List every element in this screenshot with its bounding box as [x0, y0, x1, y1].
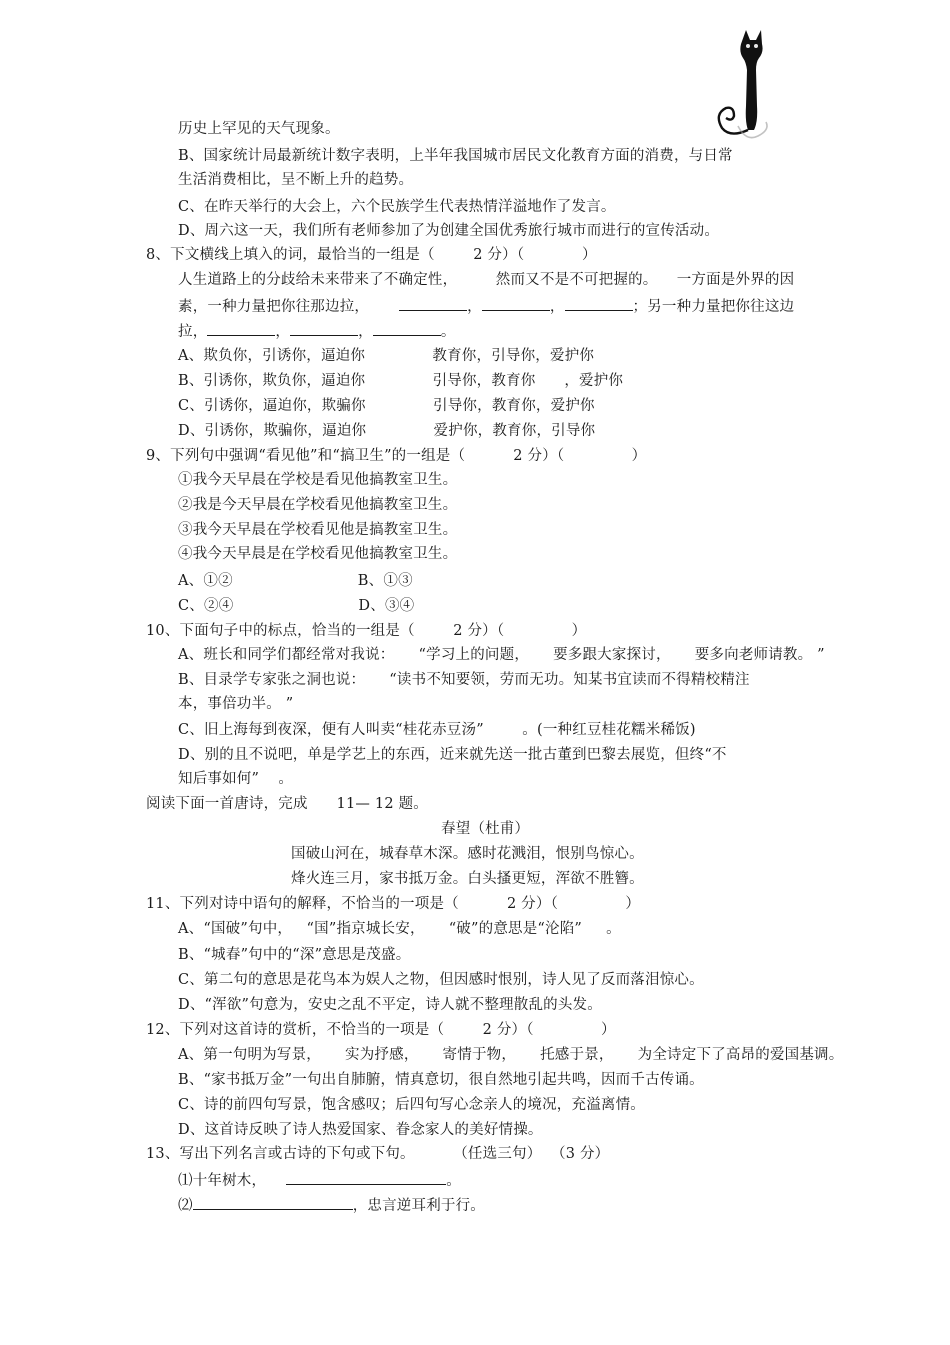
black-cat-icon [712, 26, 784, 148]
option-d: D、“浑欲”句意为，安史之乱不平定，诗人就不整理散乱的头发。 [178, 997, 602, 1013]
question-11: 11、下列对诗中语句的解释，不恰当的一项是（ 2 分）（ ） [146, 896, 641, 912]
reading-instruction: 阅读下面一首唐诗，完成 11— 12 题。 [146, 796, 428, 812]
question-8: 8、下文横线上填入的词，最恰当的一组是（ 2 分）（ ） [146, 247, 597, 263]
option-c: C、引诱你，逼迫你，欺骗你 引导你，教育你，爱护你 [178, 398, 595, 414]
poem-title: 春望（杜甫） [441, 821, 530, 837]
question-10: 10、下面句子中的标点，恰当的一组是（ 2 分）（ ） [146, 623, 587, 639]
answer-blank[interactable] [193, 1195, 353, 1210]
answer-blank[interactable] [373, 321, 441, 336]
poem-line: 烽火连三月，家书抵万金。白头搔更短，浑欲不胜簪。 [291, 871, 644, 887]
answer-blank[interactable] [290, 321, 358, 336]
fill-line: ⑴十年树木， 。 [178, 1170, 461, 1190]
line: 知后事如何” 。 [178, 771, 294, 787]
option-b: B、目录学专家张之洞也说： “读书不知要领，劳而无功。知某书宜读而不得精校精注 [178, 672, 750, 688]
question-13: 13、写出下列名言或古诗的下句或下句。 （任选三句） （3 分） [146, 1146, 610, 1162]
question-9: 9、下列句中强调“看见他”和“搞卫生”的一组是（ 2 分）（ ） [146, 448, 647, 464]
option-c: C、诗的前四句写景，饱含感叹；后四句写心念亲人的境况，充溢离情。 [178, 1097, 645, 1113]
option-b: B、国家统计局最新统计数字表明，上半年我国城市居民文化教育方面的消费，与日常 [178, 148, 733, 164]
answer-blank[interactable] [565, 296, 633, 311]
option-d: D、这首诗反映了诗人热爱国家、眷念家人的美好情操。 [178, 1122, 543, 1138]
option-d: D、引诱你，欺骗你，逼迫你 爱护你，教育你，引导你 [178, 423, 596, 439]
poem-line: 国破山河在，城春草木深。感时花溅泪，恨别鸟惊心。 [291, 846, 644, 862]
option-b: B、“城春”句中的“深”意思是茂盛。 [178, 947, 411, 963]
passage-line: 人生道路上的分歧给未来带来了不确定性， 然而又不是不可把握的。 一方面是外界的因 [178, 272, 795, 288]
option-c: C、第二句的意思是花鸟本为娱人之物，但因感时恨别，诗人见了反而落泪惊心。 [178, 972, 704, 988]
option-a: A、“国破”句中， “国”指京城长安， “破”的意思是“沦陷” 。 [178, 921, 621, 937]
sentence: ④我今天早晨是在学校看见他搞教室卫生。 [178, 546, 458, 562]
option-b: B、引诱你，欺负你，逼迫你 引导你，教育你 ，爱护你 [178, 373, 624, 389]
answer-blank[interactable] [286, 1170, 446, 1185]
passage-line: 拉， ， ， 。 [178, 321, 456, 341]
option-a: A、欺负你，引诱你，逼迫你 教育你，引导你，爱护你 [178, 348, 595, 364]
option-a: A、第一句明为写景， 实为抒感， 寄情于物， 托感于景， 为全诗定下了高昂的爱国基调。 [178, 1047, 844, 1063]
question-12: 12、下列对这首诗的赏析，不恰当的一项是（ 2 分）（ ） [146, 1022, 616, 1038]
answer-blank[interactable] [207, 321, 275, 336]
sentence: ③我今天早晨在学校看见他是搞教室卫生。 [178, 522, 458, 538]
passage-line: 素，一种力量把你往那边拉， ， ， ；另一种力量把你往这边 [178, 296, 794, 316]
options-ab: A、①② B、①③ [178, 573, 413, 589]
line: 本，事倍功半。 ” [178, 696, 294, 712]
option-d: D、别的且不说吧，单是学艺上的东西，近来就先送一批古董到巴黎去展览，但终“不 [178, 747, 727, 763]
answer-blank[interactable] [399, 296, 467, 311]
option-c: C、旧上海每到夜深，便有人叫卖“桂花赤豆汤” 。(一种红豆桂花糯米稀饭) [178, 722, 696, 738]
sentence: ②我是今天早晨在学校看见他搞教室卫生。 [178, 497, 458, 513]
option-a: A、班长和同学们都经常对我说： “学习上的问题， 要多跟大家探讨， 要多向老师请教。 ” [178, 647, 825, 663]
fill-line: ⑵ ，忠言逆耳利于行。 [178, 1195, 485, 1215]
option-d: D、周六这一天，我们所有老师参加了为创建全国优秀旅行城市而进行的宣传活动。 [178, 223, 720, 239]
answer-blank[interactable] [482, 296, 550, 311]
option-c: C、在昨天举行的大会上，六个民族学生代表热情洋溢地作了发言。 [178, 199, 616, 215]
options-cd: C、②④ D、③④ [178, 598, 415, 614]
line: 历史上罕见的天气现象。 [178, 121, 340, 137]
sentence: ①我今天早晨在学校是看见他搞教室卫生。 [178, 472, 458, 488]
option-b: B、“家书抵万金”一句出自肺腑，情真意切，很自然地引起共鸣，因而千古传诵。 [178, 1072, 704, 1088]
line: 生活消费相比，呈不断上升的趋势。 [178, 172, 414, 188]
